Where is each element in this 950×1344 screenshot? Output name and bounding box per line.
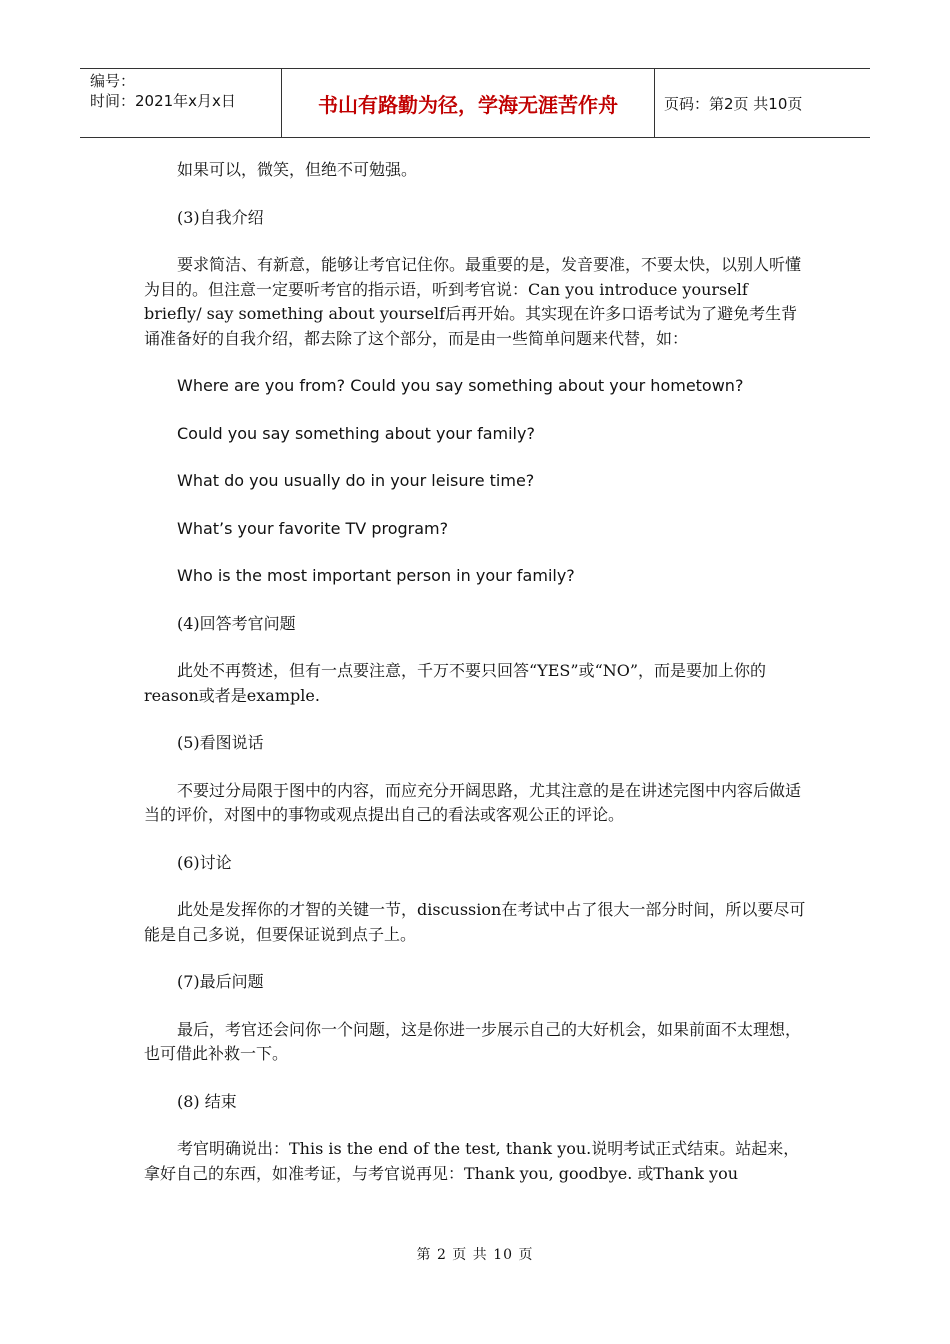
paragraph: 最后，考官还会问你一个问题，这是你进一步展示自己的大好机会，如果前面不太理想，也可借此补救一下。 xyxy=(144,1019,802,1063)
header-motto: 书山有路勤为径，学海无涯苦作舟 xyxy=(318,92,618,117)
section-heading: (7)最后问题 xyxy=(177,972,264,991)
example-question: What do you usually do in your leisure time? xyxy=(177,471,535,490)
paragraph: 不要过分局限于图中的内容，而应充分开阔思路，尤其注意的是在讲述完图中内容后做适当的评价，对图中的事物或观点提出自己的看法或客观公正的评论。 xyxy=(144,780,802,824)
example-question: What’s your favorite TV program? xyxy=(177,518,449,538)
header-page-label: 页码：第2页 共10页 xyxy=(664,94,803,113)
example-question: Could you say something about your family? xyxy=(177,423,535,443)
paragraph: 如果可以，微笑，但绝不可勉强。 xyxy=(177,160,418,179)
paragraph: 此处不再赘述，但有一点要注意，千万不要只回答“YES”或“NO”，而是要加上你的reason或者是example. xyxy=(144,661,767,705)
header-divider xyxy=(654,69,655,137)
section-heading: (5)看图说话 xyxy=(177,733,264,752)
paragraph: 此处是发挥你的才智的关键一节，discussion在考试中占了很大一部分时间，所以要尽可能是自己多说，但要保证说到点子上。 xyxy=(144,900,806,944)
example-question: Who is the most important person in your family? xyxy=(177,566,575,585)
paragraph: 要求简洁、有新意，能够让考官记住你。最重要的是，发音要准，不要太快，以别人听懂为目的。但注意一定要听考官的指示语，听到考官说：Can you introduce yourself briefly/ say something about yourself后再开始。其实现在许多口语考试为了避免考生背诵准备好的自我介绍，都去除了这个部分，而是由一些简单问题来代替，如： xyxy=(144,255,802,348)
section-heading: (4)回答考官问题 xyxy=(177,613,296,633)
paragraph: 考官明确说出：This is the end of the test, thank you.说明考试正式结束。站起来，拿好自己的东西，如准考证，与考官说再见：Thank you, goodbye. 或Thank you xyxy=(144,1139,800,1183)
time-label: 时间：2021年x月x日 xyxy=(90,92,236,110)
section-heading: (6)讨论 xyxy=(177,852,232,872)
header-meta xyxy=(90,71,236,111)
page-footer: 第 2 页 共 10 页 xyxy=(416,1247,534,1263)
document-header xyxy=(80,68,870,138)
example-question: Where are you from? Could you say something about your hometown? xyxy=(177,376,744,395)
section-heading: (8) 结束 xyxy=(177,1091,237,1111)
number-label: 编号： xyxy=(90,72,136,90)
section-heading: (3)自我介绍 xyxy=(177,207,264,227)
document-body xyxy=(144,158,809,1186)
